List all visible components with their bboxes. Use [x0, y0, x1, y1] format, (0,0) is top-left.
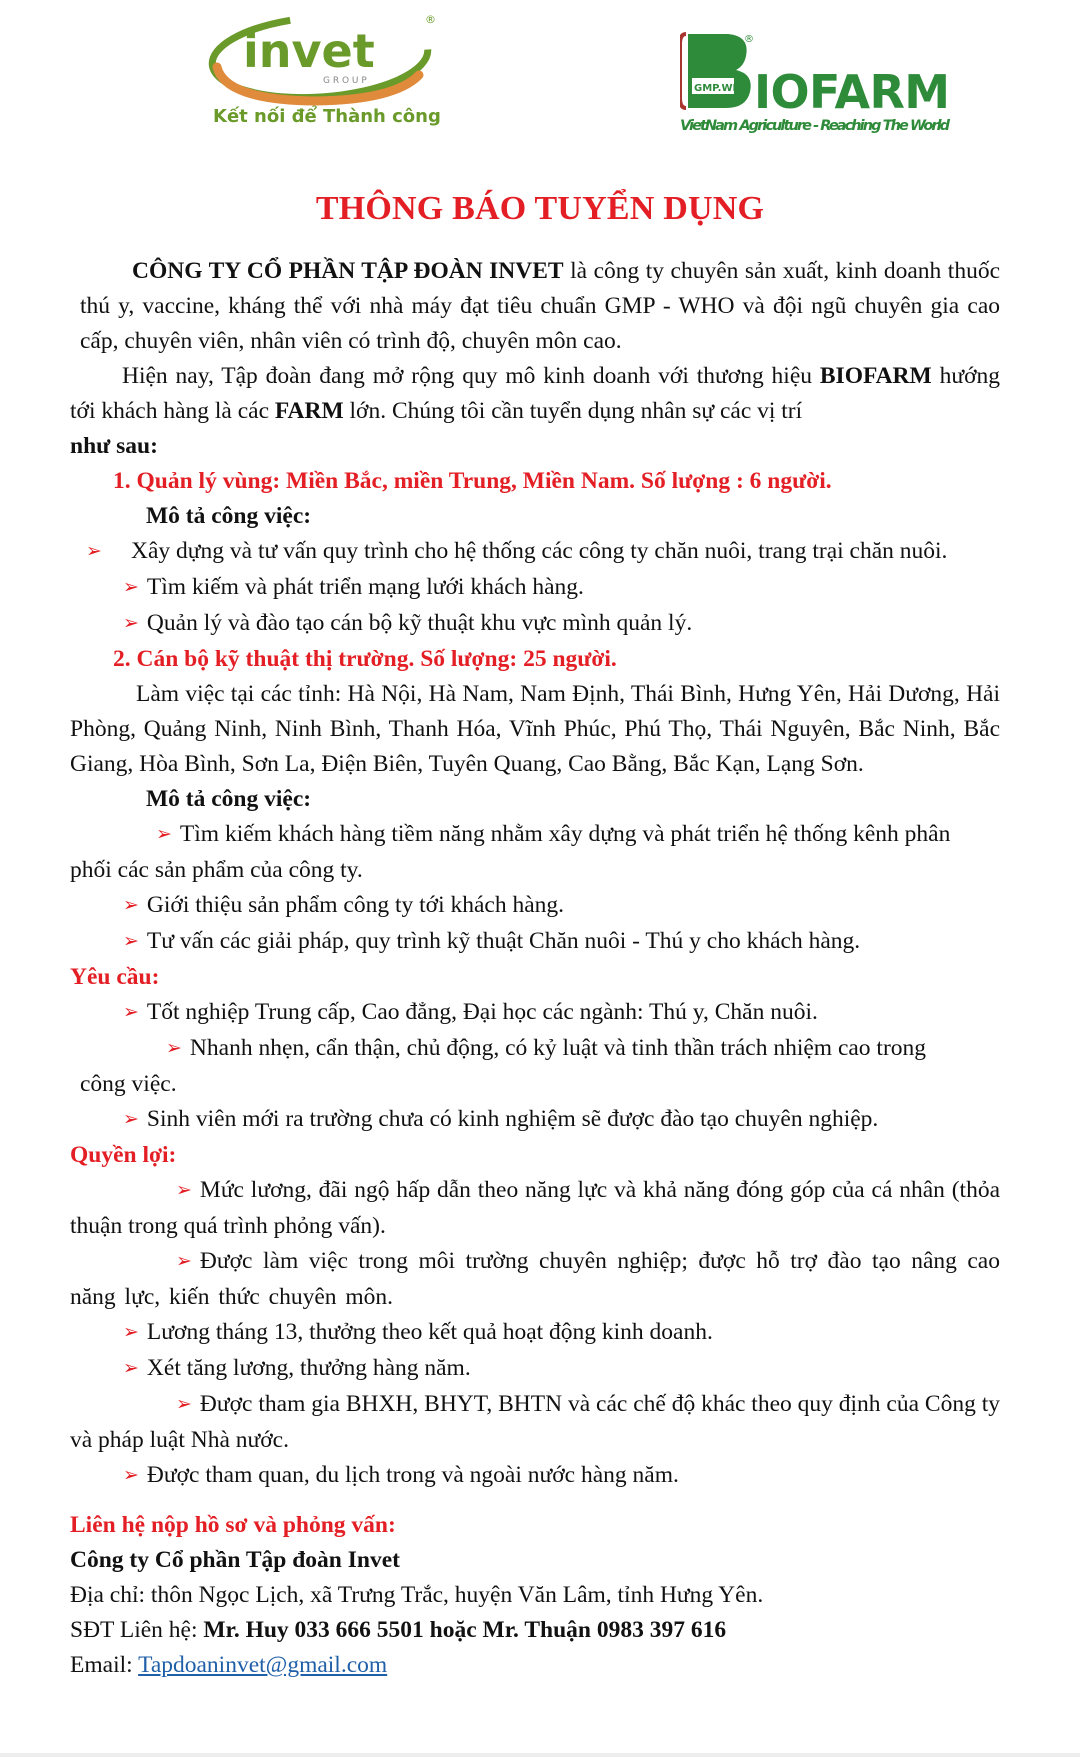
requirement-bullet: [80, 1031, 965, 1102]
bullet-text: Xét tăng lương, thưởng hàng năm.: [146, 1355, 471, 1381]
bullet-text: Được tham quan, du lịch trong và ngoài nước hàng năm.: [146, 1462, 679, 1488]
page-title: THÔNG BÁO TUYỂN DỤNG: [315, 190, 765, 227]
arrowhead-bullet-icon: ➢: [123, 1358, 139, 1379]
bullet-text: Xây dựng và tư vấn quy trình cho hệ thống các công ty chăn nuôi, trang trại chăn nuôi.: [131, 538, 948, 564]
bullet-text: Tốt nghiệp Trung cấp, Cao đẳng, Đại học các ngành: Thú y, Chăn nuôi.: [146, 999, 818, 1025]
bullet-text: Nhanh nhẹn, cẩn thận, chủ động, có kỷ luật và tinh thần trách nhiệm cao trong công việc.: [80, 1035, 927, 1097]
invet-tagline: Kết nối để Thành công: [213, 106, 441, 127]
position-2-bullet: [80, 924, 1000, 960]
arrowhead-bullet-icon: ➢: [123, 577, 139, 598]
invet-logo: [205, 5, 455, 130]
farm-text: FARM: [274, 398, 344, 424]
benefit-bullet: [80, 1351, 1000, 1387]
spacer: [80, 1494, 1000, 1508]
intro-text-2-end: như sau:: [70, 433, 158, 459]
benefit-bullet: [70, 1244, 1000, 1315]
benefit-bullet: [70, 1173, 1000, 1244]
position-1-desc-label: Mô tả công việc:: [146, 503, 312, 529]
biofarm-wordmark: IOFARM: [754, 65, 950, 119]
arrowhead-bullet-icon: ➢: [156, 824, 172, 845]
position-2-locations: Làm việc tại các tỉnh: Hà Nội, Hà Nam, Nam Định, Thái Bình, Hưng Yên, Hải Dương, Hải Phòng, Quảng Ninh, Ninh Bình, Thanh Hóa, Vĩnh Phúc, Phú Thọ, Thái Nguyên, Bắc Ninh, Bắc Giang, Hòa Bình, Sơn La, Điện Biên, Tuyên Quang, Cao Bằng, Bắc Kạn, Lạng Sơn.: [70, 681, 1000, 777]
bullet-text: Được tham gia BHXH, BHYT, BHTN và các chế độ khác theo quy định của Công ty và pháp luật Nhà nước.: [70, 1391, 1000, 1453]
intro-text-2a: Hiện nay, Tập đoàn đang mở rộng quy mô kinh doanh với thương hiệu: [122, 363, 820, 389]
biofarm-logo: [680, 30, 960, 135]
bullet-text: Tìm kiếm và phát triển mạng lưới khách hàng.: [146, 574, 584, 600]
biofarm-registered: ®: [744, 34, 754, 45]
arrowhead-bullet-icon: ➢: [123, 613, 139, 634]
invet-registered: ®: [425, 13, 436, 26]
phone-value: Mr. Huy 033 666 5501 hoặc Mr. Thuận 0983 397 616: [203, 1617, 727, 1643]
position-1-bullet: ➢ Xây dựng và tư vấn quy trình cho hệ thống các công ty chăn nuôi, trang trại chăn nuôi.: [86, 538, 948, 564]
email-label: Email:: [70, 1652, 139, 1678]
benefit-bullet: [80, 1315, 1000, 1351]
contact-email: [70, 1648, 1000, 1683]
arrowhead-bullet-icon: ➢: [123, 931, 139, 952]
benefit-bullet: [80, 1458, 1000, 1494]
intro-text-2c: lớn. Chúng tôi cần tuyển dụng nhân sự các vị trí: [343, 398, 803, 424]
arrowhead-bullet-icon: ➢: [176, 1180, 192, 1201]
position-2-desc-label: Mô tả công việc:: [146, 786, 312, 812]
arrowhead-bullet-icon: ➢: [123, 895, 139, 916]
bullet-text: Lương tháng 13, thưởng theo kết quả hoạt động kinh doanh.: [146, 1319, 713, 1345]
position-2-bullet: [70, 817, 960, 888]
bullet-text: Tìm kiếm khách hàng tiềm năng nhằm xây dựng và phát triển hệ thống kênh phân phối các sản phẩm của công ty.: [70, 821, 951, 883]
bullet-text: Sinh viên mới ra trường chưa có kinh nghiệm sẽ được đào tạo chuyên nghiệp.: [146, 1106, 879, 1132]
arrowhead-bullet-icon: ➢: [123, 1002, 139, 1023]
contact-company: Công ty Cổ phần Tập đoàn Invet: [70, 1547, 400, 1573]
invet-wordmark: invet: [243, 24, 375, 78]
brand-biofarm: BIOFARM: [819, 363, 932, 389]
arrowhead-bullet-icon: ➢: [166, 1038, 182, 1059]
bullet-text: Mức lương, đãi ngộ hấp dẫn theo năng lực và khả năng đóng góp của cá nhân (thỏa thuận trong quá trình phỏng vấn).: [70, 1177, 1000, 1239]
requirement-bullet: [80, 995, 1000, 1031]
document-body: [70, 254, 1000, 1683]
bullet-text: Giới thiệu sản phẩm công ty tới khách hàng.: [146, 892, 565, 918]
arrowhead-bullet-icon: ➢: [123, 1465, 139, 1486]
position-2-bullet: [80, 888, 1000, 924]
position-2-heading: 2. Cán bộ kỹ thuật thị trường. Số lượng: 25 người.: [113, 646, 617, 672]
requirement-bullet: [80, 1102, 1000, 1138]
bullet-text: Được làm việc trong môi trường chuyên nghiệp; được hỗ trợ đào tạo nâng cao năng lực, kiến thức chuyên môn.: [70, 1248, 1000, 1310]
intro-paragraph-2: [70, 359, 1000, 464]
contact-address: Địa chỉ: thôn Ngọc Lịch, xã Trưng Trắc, huyện Văn Lâm, tỉnh Hưng Yên.: [70, 1582, 764, 1608]
position-1-heading: 1. Quản lý vùng: Miền Bắc, miền Trung, Miền Nam. Số lượng : 6 người.: [113, 468, 832, 494]
arrowhead-bullet-icon: ➢: [176, 1251, 192, 1272]
intro-paragraph-1: [80, 254, 1000, 359]
position-1-bullet: [80, 606, 1000, 642]
benefits-label: Quyền lợi:: [70, 1142, 177, 1168]
email-link[interactable]: Tapdoaninvet@gmail.com: [138, 1652, 388, 1678]
arrowhead-bullet-icon: ➢: [176, 1394, 192, 1415]
biofarm-tagline: VietNam Agriculture - Reaching The World: [680, 118, 950, 134]
biofarm-badge: GMP.WHO: [694, 83, 750, 94]
contact-label: Liên hệ nộp hồ sơ và phỏng vấn:: [70, 1512, 396, 1538]
phone-label: SĐT Liên hệ:: [70, 1617, 204, 1643]
requirements-label: Yêu cầu:: [70, 964, 160, 990]
benefit-bullet: [70, 1387, 1000, 1458]
position-1-bullet: [80, 570, 1000, 606]
page-bottom-edge: [0, 1753, 1080, 1757]
intro-text-2b: hướng tới khách hàng là các: [70, 363, 1000, 424]
arrowhead-bullet-icon: ➢: [123, 1109, 139, 1130]
company-name: CÔNG TY CỔ PHẦN TẬP ĐOÀN INVET: [132, 258, 564, 284]
invet-group-text: G R O U P: [323, 76, 367, 86]
contact-phone: [70, 1613, 1000, 1648]
intro-text-1: là công ty chuyên sản xuất, kinh doanh thuốc thú y, vaccine, kháng thể với nhà máy đạt tiêu chuẩn GMP - WHO và đội ngũ chuyên gia cao cấp, chuyên viên, nhân viên có trình độ, chuyên môn cao.: [80, 258, 1000, 354]
bullet-text: Tư vấn các giải pháp, quy trình kỹ thuật Chăn nuôi - Thú y cho khách hàng.: [146, 928, 861, 954]
arrowhead-bullet-icon: ➢: [123, 1322, 139, 1343]
bullet-text: Quản lý và đào tạo cán bộ kỹ thuật khu vực mình quản lý.: [146, 610, 693, 636]
